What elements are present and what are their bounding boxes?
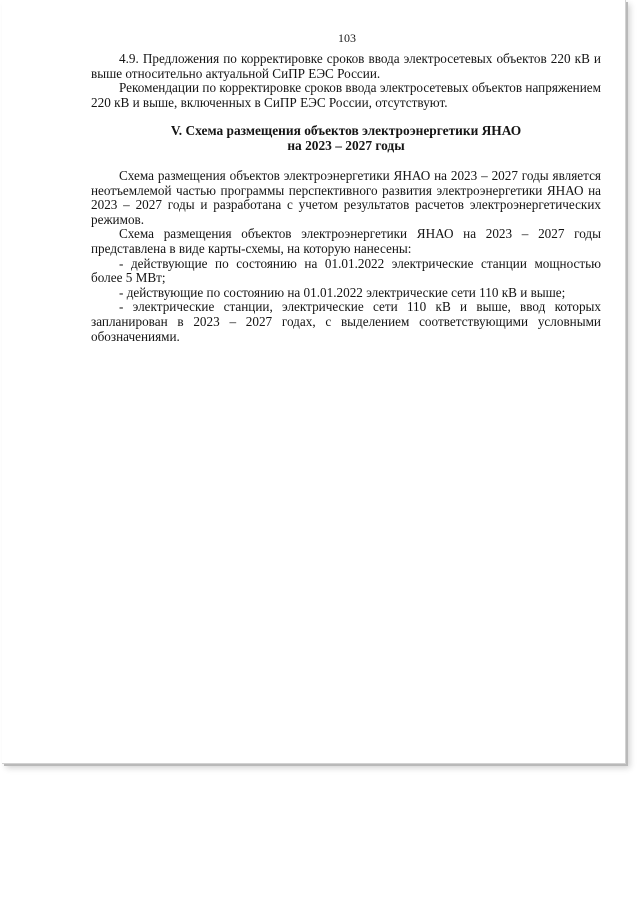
- section-v-heading: [91, 124, 601, 153]
- section-v-heading-line-2: на 2023 – 2027 годы: [287, 137, 405, 153]
- section-4-9-block: [91, 52, 601, 110]
- paragraph-scheme-description: Схема размещения объектов электроэнергетики ЯНАО на 2023 – 2027 годы является неотъемлемой частью программы перспективного развития электроэнергетики ЯНАО на 2023 – 2027 годы и разработана с учетом результатов расчетов электроэнергетических режимов.: [91, 168, 601, 227]
- list-item-power-grids: - действующие по состоянию на 01.01.2022 электрические сети 110 кВ и выше;: [119, 284, 566, 300]
- section-v-heading-line-1: V. Схема размещения объектов электроэнергетики ЯНАО: [170, 123, 522, 138]
- paragraph-4-9-proposals: 4.9. Предложения по корректировке сроков ввода электросетевых объектов 220 кВ и выше относительно актуальной СиПР ЕЭС России.: [91, 51, 601, 81]
- list-item-power-stations: - действующие по состоянию на 01.01.2022 электрические станции мощностью более 5 МВт;: [91, 255, 601, 286]
- document-sheet: [2, 0, 626, 764]
- list-item-planned-objects: - электрические станции, электрические сети 110 кВ и выше, ввод которых запланирован в 2023 – 2027 годах, с выделением соответствующими условными обозначениями.: [91, 299, 601, 344]
- paragraph-recommendations: Рекомендации по корректировке сроков ввода электросетевых объектов напряжением 220 кВ и выше, включенных в СиПР ЕЭС России, отсутствуют.: [91, 80, 601, 110]
- page-number: 103: [338, 31, 356, 45]
- paragraph-scheme-map-intro: Схема размещения объектов электроэнергетики ЯНАО на 2023 – 2027 годы представлена в виде карты-схемы, на которую нанесены:: [91, 226, 601, 256]
- section-v-body: [91, 169, 601, 344]
